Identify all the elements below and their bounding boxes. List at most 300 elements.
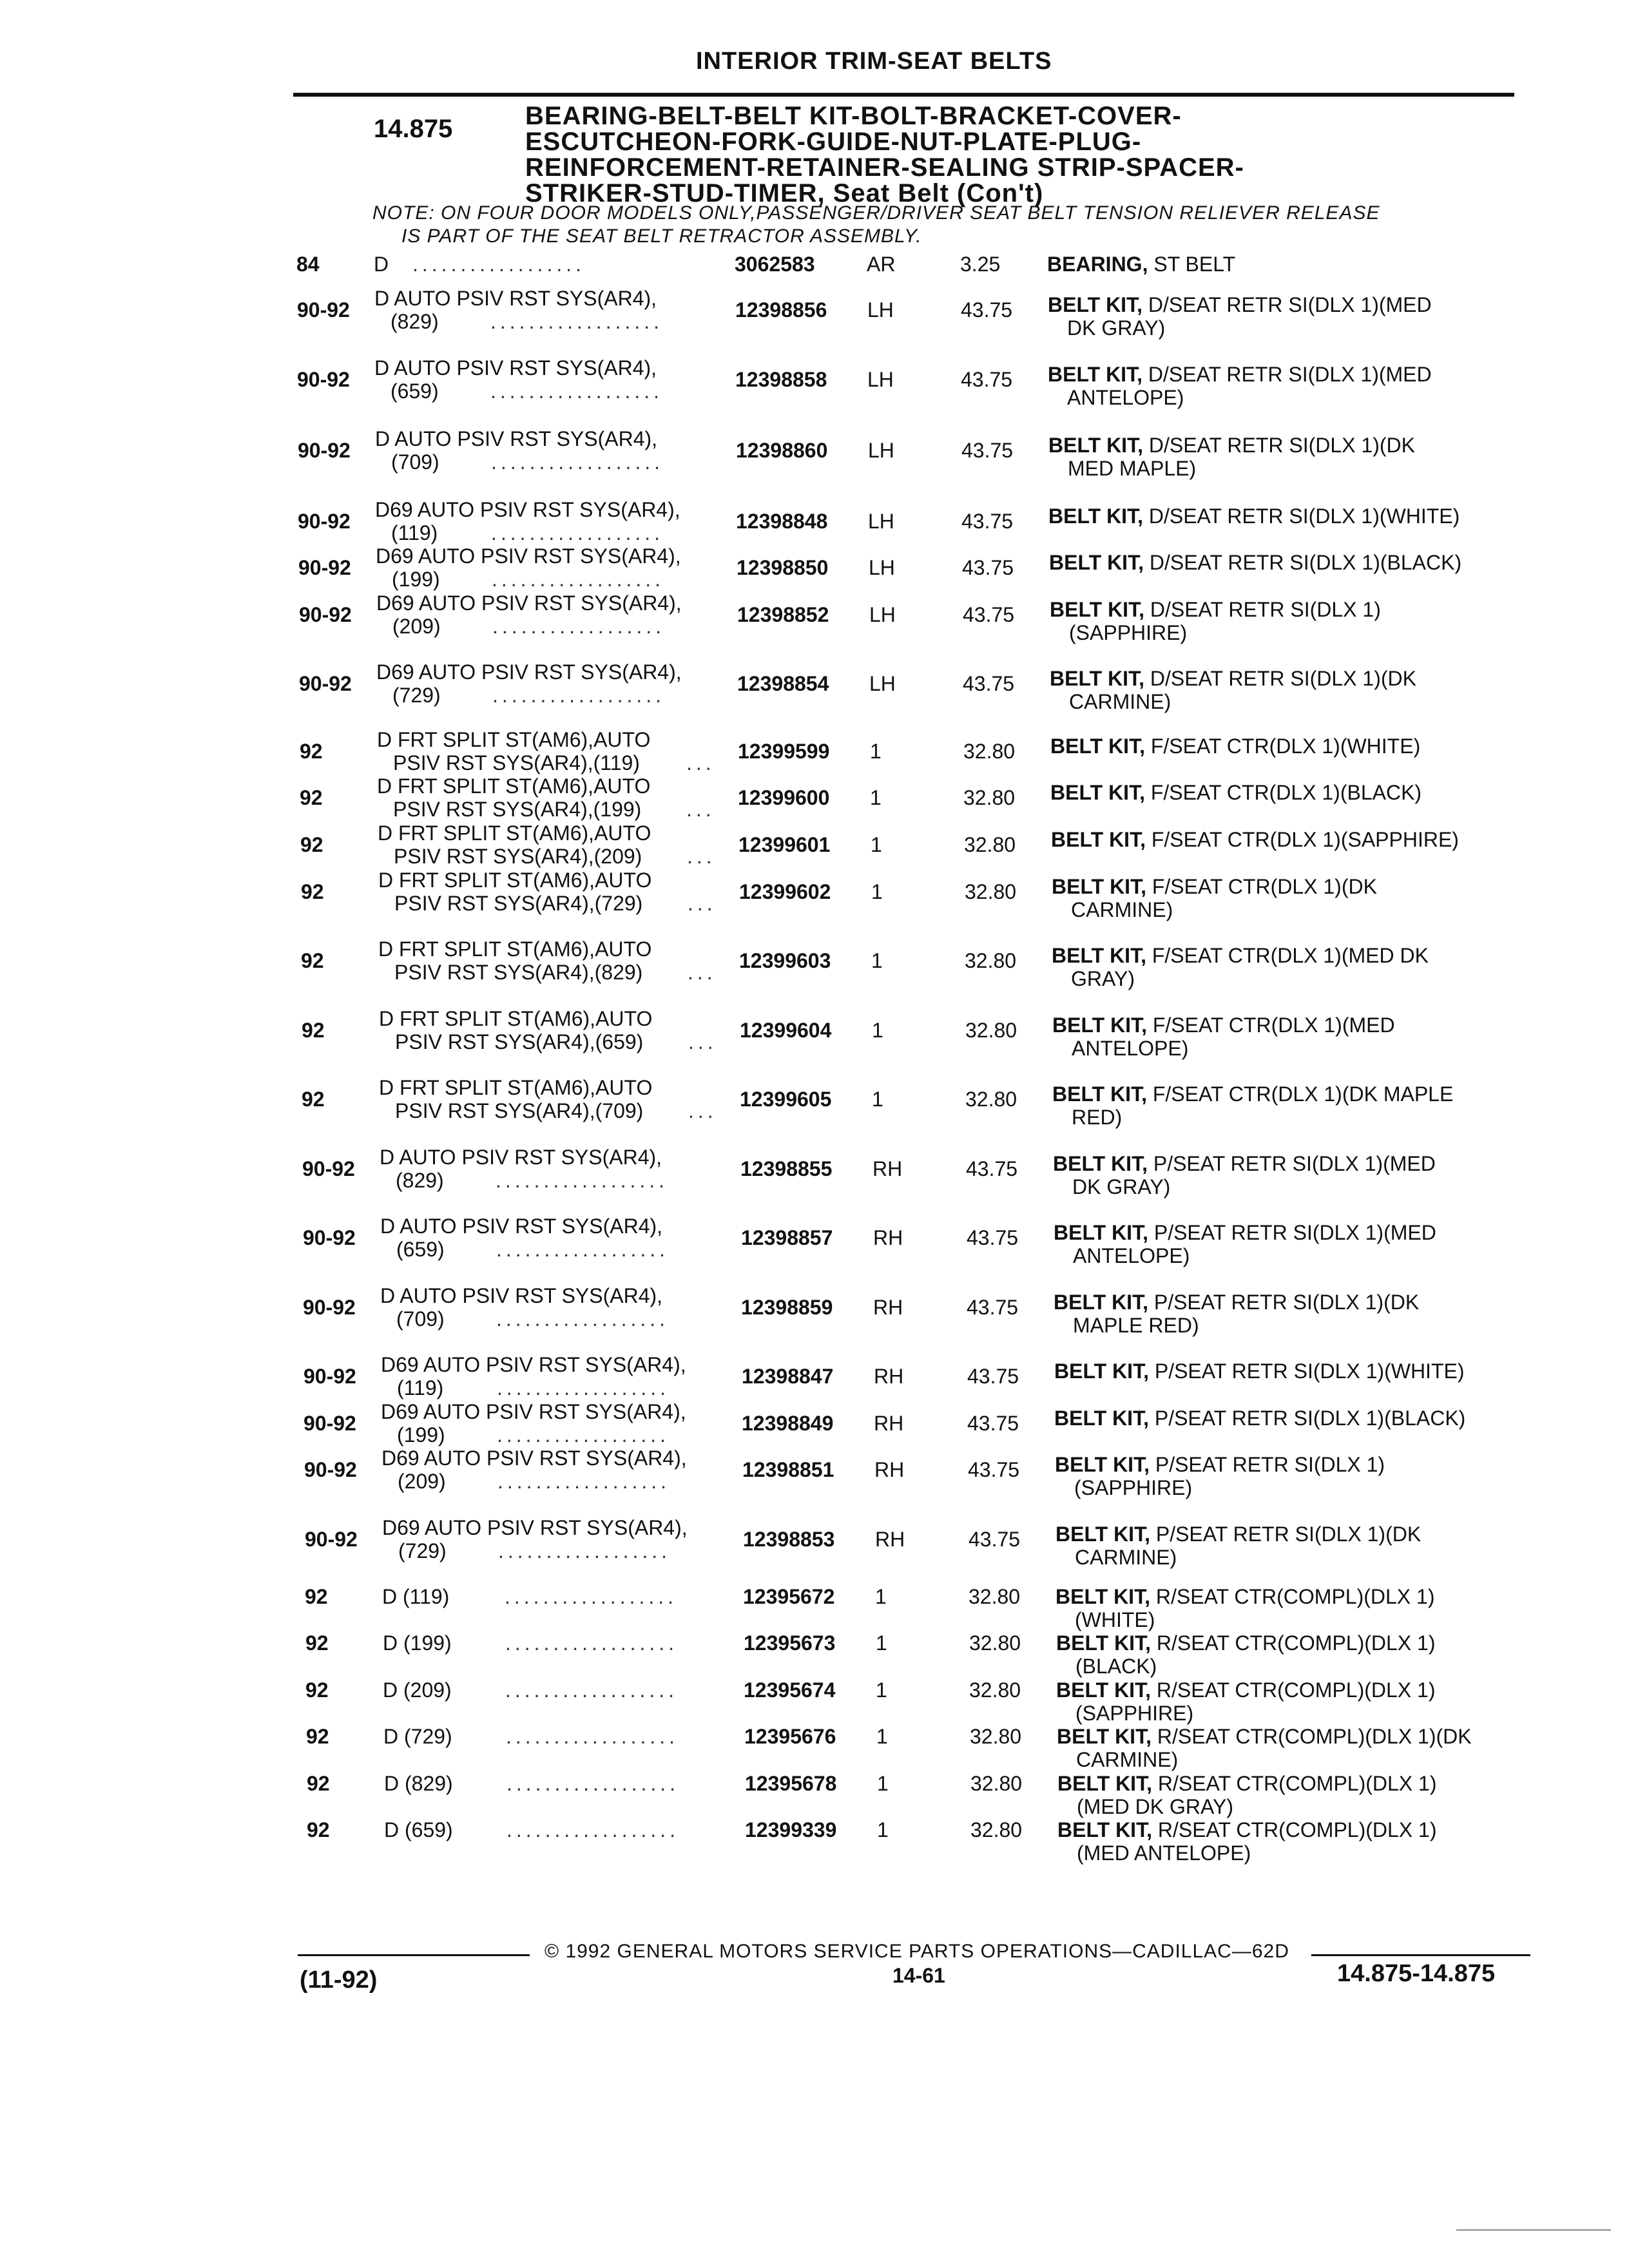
part-title-line2: CARMINE) bbox=[1076, 1748, 1179, 1771]
quantity: LH bbox=[869, 672, 896, 695]
part-title-rest: D/SEAT RETR SI(DLX 1)(MED bbox=[1148, 363, 1432, 386]
quantity: 1 bbox=[871, 949, 883, 972]
price: 32.80 bbox=[965, 880, 1017, 903]
leader-dots: ... bbox=[686, 798, 715, 821]
scan-mark bbox=[1456, 2229, 1611, 2231]
description-line1: D AUTO PSIV RST SYS(AR4), bbox=[380, 1146, 662, 1169]
description-line1: D69 AUTO PSIV RST SYS(AR4), bbox=[381, 1446, 687, 1470]
part-title-line2: ANTELOPE) bbox=[1073, 1244, 1190, 1267]
part-title-bold: BELT KIT, bbox=[1048, 434, 1143, 457]
part-title-bold: BELT KIT, bbox=[1055, 1453, 1150, 1476]
leader-dots: ... bbox=[688, 1030, 717, 1053]
description-line2: (659) bbox=[390, 380, 439, 403]
model-year: 92 bbox=[300, 833, 323, 856]
parts-row bbox=[1, 287, 1629, 358]
part-number: 12398850 bbox=[737, 556, 829, 579]
model-year: 90-92 bbox=[297, 368, 350, 391]
part-title bbox=[1048, 505, 1460, 528]
part-number: 12398852 bbox=[737, 603, 829, 626]
quantity: RH bbox=[874, 1365, 904, 1388]
part-title-rest: F/SEAT CTR(DLX 1)(MED bbox=[1152, 1014, 1395, 1037]
quantity: 1 bbox=[877, 1818, 889, 1841]
part-title-line2: (MED DK GRAY) bbox=[1077, 1795, 1233, 1818]
part-title-bold: BELT KIT, bbox=[1057, 1725, 1152, 1748]
model-year: 90-92 bbox=[304, 1365, 356, 1388]
part-title-bold: BELT KIT, bbox=[1052, 1082, 1147, 1106]
description-line2: (709) bbox=[396, 1307, 445, 1331]
part-title bbox=[1057, 1725, 1472, 1749]
part-title-rest: F/SEAT CTR(DLX 1)(DK MAPLE bbox=[1152, 1082, 1454, 1106]
quantity: 1 bbox=[870, 786, 882, 809]
footer-copyright: © 1992 GENERAL MOTORS SERVICE PARTS OPERATIONS—CADILLAC—62D bbox=[545, 1941, 1289, 1962]
quantity: 1 bbox=[875, 1585, 887, 1608]
part-title-rest: P/SEAT RETR SI(DLX 1)(BLACK) bbox=[1154, 1407, 1466, 1430]
price: 43.75 bbox=[961, 439, 1014, 462]
part-number: 12398855 bbox=[740, 1157, 833, 1180]
part-title-line2: DK GRAY) bbox=[1072, 1175, 1171, 1198]
part-title-bold: BELT KIT, bbox=[1052, 875, 1146, 898]
note-line: IS PART OF THE SEAT BELT RETRACTOR ASSEMBLY. bbox=[401, 226, 922, 247]
section-title-line: STRIKER-STUD-TIMER, Seat Belt (Con't) bbox=[525, 179, 1044, 207]
note-line: NOTE: ON FOUR DOOR MODELS ONLY,PASSENGER/DRIVER SEAT BELT TENSION RELIEVER RELEASE bbox=[372, 202, 1380, 224]
description-line1: D69 AUTO PSIV RST SYS(AR4), bbox=[381, 1400, 686, 1423]
section-title-line: ESCUTCHEON-FORK-GUIDE-NUT-PLATE-PLUG- bbox=[525, 128, 1142, 156]
quantity: 1 bbox=[871, 880, 883, 903]
part-title-rest: F/SEAT CTR(DLX 1)(BLACK) bbox=[1150, 781, 1422, 804]
section-title-line: BEARING-BELT-BELT KIT-BOLT-BRACKET-COVER- bbox=[525, 102, 1182, 130]
leader-dots: .................. bbox=[505, 1631, 679, 1655]
description-line2: PSIV RST SYS(AR4),(659) bbox=[395, 1030, 644, 1053]
price: 32.80 bbox=[970, 1772, 1023, 1795]
parts-row bbox=[6, 1284, 1629, 1355]
quantity: RH bbox=[874, 1412, 904, 1435]
part-number: 12398849 bbox=[742, 1412, 834, 1435]
description-line1: D bbox=[374, 253, 389, 276]
part-title-line2: ANTELOPE) bbox=[1072, 1037, 1189, 1060]
model-year: 92 bbox=[300, 740, 323, 763]
model-year: 90-92 bbox=[299, 603, 352, 626]
description-line1: D (119) bbox=[382, 1585, 450, 1608]
description-line2: (829) bbox=[396, 1169, 444, 1192]
part-number: 12398859 bbox=[741, 1296, 833, 1319]
parts-row bbox=[8, 1446, 1629, 1517]
part-title-line2: CARMINE) bbox=[1071, 898, 1173, 921]
part-title-rest: P/SEAT RETR SI(DLX 1)(WHITE) bbox=[1154, 1360, 1465, 1383]
part-title bbox=[1052, 944, 1429, 968]
part-title-bold: BELT KIT, bbox=[1050, 735, 1145, 758]
description-line2: (119) bbox=[391, 521, 438, 544]
part-title bbox=[1053, 1152, 1436, 1176]
footer-section-range: 14.875-14.875 bbox=[1337, 1960, 1496, 1987]
footer-page-number: 14-61 bbox=[892, 1964, 945, 1987]
part-number: 12398853 bbox=[743, 1528, 835, 1551]
part-title-bold: BELT KIT, bbox=[1050, 667, 1144, 690]
price: 32.80 bbox=[965, 1088, 1017, 1111]
quantity: RH bbox=[873, 1296, 903, 1319]
description-line1: D AUTO PSIV RST SYS(AR4), bbox=[374, 287, 657, 310]
page-header-title: INTERIOR TRIM-SEAT BELTS bbox=[696, 48, 1052, 75]
description-line1: D AUTO PSIV RST SYS(AR4), bbox=[375, 427, 658, 450]
part-title-rest: D/SEAT RETR SI(DLX 1)(DK bbox=[1148, 434, 1415, 457]
part-title-line2: ANTELOPE) bbox=[1067, 386, 1184, 409]
description-line1: D69 AUTO PSIV RST SYS(AR4), bbox=[376, 591, 682, 615]
footer-rule-right bbox=[1311, 1954, 1530, 1956]
part-number: 12398857 bbox=[741, 1226, 833, 1249]
model-year: 92 bbox=[300, 786, 323, 809]
model-year: 90-92 bbox=[298, 439, 351, 462]
description-line1: D FRT SPLIT ST(AM6),AUTO bbox=[379, 1007, 653, 1030]
price: 43.75 bbox=[961, 298, 1013, 322]
price: 43.75 bbox=[961, 510, 1014, 533]
description-line1: D (209) bbox=[383, 1678, 452, 1702]
description-line2: PSIV RST SYS(AR4),(119) bbox=[393, 751, 640, 774]
leader-dots: .................. bbox=[492, 615, 666, 638]
model-year: 92 bbox=[307, 1818, 330, 1841]
leader-dots: .................. bbox=[506, 1725, 679, 1748]
price: 32.80 bbox=[964, 833, 1016, 856]
part-number: 12398847 bbox=[742, 1365, 834, 1388]
part-title-rest: P/SEAT RETR SI(DLX 1)(DK bbox=[1155, 1523, 1422, 1546]
part-title-bold: BELT KIT, bbox=[1049, 551, 1144, 574]
quantity: 1 bbox=[870, 740, 882, 763]
part-title-bold: BELT KIT, bbox=[1048, 505, 1143, 528]
quantity: 1 bbox=[876, 1678, 887, 1702]
quantity: AR bbox=[867, 253, 896, 276]
part-title-line2: GRAY) bbox=[1071, 967, 1135, 990]
part-title-rest: P/SEAT RETR SI(DLX 1)(MED bbox=[1153, 1152, 1436, 1175]
description-line1: D FRT SPLIT ST(AM6),AUTO bbox=[377, 774, 651, 798]
description-line2: (729) bbox=[392, 684, 441, 707]
description-line1: D (199) bbox=[383, 1631, 452, 1655]
description-line1: D FRT SPLIT ST(AM6),AUTO bbox=[378, 869, 652, 892]
description-line2: PSIV RST SYS(AR4),(709) bbox=[395, 1099, 644, 1122]
part-number: 12398858 bbox=[735, 368, 827, 391]
part-title bbox=[1048, 293, 1432, 317]
part-number: 12399605 bbox=[740, 1088, 832, 1111]
part-title-line2: (SAPPHIRE) bbox=[1074, 1476, 1193, 1499]
quantity: LH bbox=[867, 298, 894, 322]
part-title bbox=[1052, 875, 1377, 899]
part-title-rest: ST BELT bbox=[1153, 253, 1236, 276]
part-title-bold: BELT KIT, bbox=[1053, 1152, 1148, 1175]
part-title-rest: R/SEAT CTR(COMPL)(DLX 1) bbox=[1156, 1678, 1436, 1702]
quantity: 1 bbox=[872, 1088, 883, 1111]
description-line1: D (659) bbox=[384, 1818, 453, 1841]
model-year: 90-92 bbox=[304, 1412, 356, 1435]
model-year: 90-92 bbox=[303, 1296, 356, 1319]
price: 32.80 bbox=[965, 949, 1017, 972]
part-title bbox=[1050, 781, 1422, 805]
part-title-rest: R/SEAT CTR(COMPL)(DLX 1) bbox=[1156, 1631, 1436, 1655]
description-line2: (209) bbox=[392, 615, 441, 638]
price: 32.80 bbox=[970, 1725, 1022, 1748]
quantity: RH bbox=[875, 1528, 905, 1551]
quantity: LH bbox=[868, 439, 894, 462]
part-title bbox=[1056, 1631, 1435, 1655]
parts-row bbox=[3, 591, 1629, 662]
parts-row bbox=[5, 869, 1629, 939]
section-number: 14.875 bbox=[374, 115, 453, 143]
model-year: 92 bbox=[305, 1585, 328, 1608]
description-line1: D FRT SPLIT ST(AM6),AUTO bbox=[378, 937, 652, 961]
model-year: 90-92 bbox=[302, 1157, 355, 1180]
leader-dots: ... bbox=[686, 751, 715, 774]
part-title bbox=[1051, 828, 1459, 852]
part-number: 3062583 bbox=[735, 253, 815, 276]
part-title-bold: BELT KIT, bbox=[1048, 363, 1142, 386]
part-title bbox=[1049, 551, 1461, 575]
quantity: 1 bbox=[872, 1019, 883, 1042]
part-title bbox=[1055, 1453, 1385, 1477]
parts-row bbox=[8, 1516, 1629, 1587]
part-number: 12399601 bbox=[738, 833, 831, 856]
part-title bbox=[1055, 1523, 1421, 1546]
price: 43.75 bbox=[967, 1365, 1019, 1388]
part-number: 12398854 bbox=[737, 672, 829, 695]
description-line1: D FRT SPLIT ST(AM6),AUTO bbox=[377, 728, 651, 751]
part-title-line2: (BLACK) bbox=[1075, 1655, 1157, 1678]
description-line2: (659) bbox=[396, 1238, 445, 1261]
description-line1: D69 AUTO PSIV RST SYS(AR4), bbox=[375, 498, 680, 521]
part-title-bold: BELT KIT, bbox=[1054, 1360, 1149, 1383]
description-line1: D AUTO PSIV RST SYS(AR4), bbox=[380, 1215, 663, 1238]
part-title-rest: R/SEAT CTR(COMPL)(DLX 1)(DK bbox=[1157, 1725, 1472, 1748]
part-title-rest: D/SEAT RETR SI(DLX 1)(DK bbox=[1150, 667, 1416, 690]
model-year: 90-92 bbox=[297, 298, 350, 322]
leader-dots: .................. bbox=[505, 1678, 679, 1702]
model-year: 92 bbox=[307, 1772, 330, 1795]
part-number: 12395678 bbox=[745, 1772, 837, 1795]
description-line2: (209) bbox=[398, 1470, 446, 1493]
part-title bbox=[1055, 1585, 1434, 1609]
quantity: LH bbox=[867, 368, 894, 391]
quantity: LH bbox=[869, 603, 896, 626]
part-number: 12399339 bbox=[745, 1818, 837, 1841]
part-title bbox=[1054, 1407, 1465, 1430]
part-title bbox=[1057, 1818, 1436, 1842]
part-number: 12395672 bbox=[743, 1585, 835, 1608]
leader-dots: .................. bbox=[412, 253, 586, 276]
price: 32.80 bbox=[963, 740, 1016, 763]
part-title-rest: D/SEAT RETR SI(DLX 1)(WHITE) bbox=[1148, 505, 1460, 528]
part-title-line2: DK GRAY) bbox=[1067, 316, 1166, 340]
leader-dots: .................. bbox=[496, 1169, 669, 1192]
model-year: 92 bbox=[301, 880, 324, 903]
leader-dots: ... bbox=[688, 892, 717, 915]
price: 43.75 bbox=[961, 368, 1013, 391]
leader-dots: ... bbox=[688, 1099, 717, 1122]
description-line2: (199) bbox=[392, 568, 440, 591]
part-title bbox=[1050, 598, 1381, 622]
model-year: 92 bbox=[305, 1631, 329, 1655]
part-title-bold: BELT KIT, bbox=[1050, 598, 1144, 621]
part-title-rest: F/SEAT CTR(DLX 1)(MED DK bbox=[1152, 944, 1429, 967]
part-title-bold: BEARING, bbox=[1047, 253, 1148, 276]
price: 32.80 bbox=[969, 1678, 1021, 1702]
part-title-bold: BELT KIT, bbox=[1056, 1631, 1151, 1655]
description-line2: PSIV RST SYS(AR4),(729) bbox=[394, 892, 643, 915]
part-title bbox=[1056, 1678, 1435, 1702]
part-title-rest: R/SEAT CTR(COMPL)(DLX 1) bbox=[1157, 1818, 1437, 1841]
leader-dots: .................. bbox=[492, 568, 665, 591]
part-number: 12395674 bbox=[744, 1678, 836, 1702]
part-title-line2: MED MAPLE) bbox=[1068, 457, 1197, 480]
leader-dots: .................. bbox=[498, 1539, 671, 1562]
parts-row bbox=[1, 427, 1629, 498]
model-year: 92 bbox=[302, 1019, 325, 1042]
leader-dots: .................. bbox=[490, 310, 664, 333]
price: 32.80 bbox=[965, 1019, 1017, 1042]
part-title-rest: P/SEAT RETR SI(DLX 1)(MED bbox=[1153, 1221, 1436, 1244]
description-line2: (729) bbox=[398, 1539, 447, 1562]
footer-date: (11-92) bbox=[300, 1966, 378, 1994]
price: 43.75 bbox=[967, 1296, 1019, 1319]
section-title-line: REINFORCEMENT-RETAINER-SEALING STRIP-SPACER- bbox=[525, 153, 1244, 182]
part-title-rest: D/SEAT RETR SI(DLX 1)(MED bbox=[1148, 293, 1432, 316]
part-title bbox=[1054, 1221, 1436, 1245]
description-line1: D FRT SPLIT ST(AM6),AUTO bbox=[379, 1076, 653, 1099]
model-year: 90-92 bbox=[304, 1458, 357, 1481]
description-line2: PSIV RST SYS(AR4),(209) bbox=[394, 845, 642, 868]
part-title-bold: BELT KIT, bbox=[1051, 828, 1146, 851]
part-title-bold: BELT KIT, bbox=[1057, 1772, 1152, 1795]
model-year: 90-92 bbox=[305, 1528, 358, 1551]
price: 32.80 bbox=[963, 786, 1016, 809]
price: 43.75 bbox=[963, 603, 1015, 626]
description-line2: (199) bbox=[397, 1423, 445, 1446]
part-number: 12399599 bbox=[738, 740, 830, 763]
part-title-line2: (WHITE) bbox=[1075, 1608, 1155, 1631]
part-title-bold: BELT KIT, bbox=[1056, 1678, 1151, 1702]
leader-dots: .................. bbox=[506, 1772, 680, 1795]
price: 32.80 bbox=[969, 1585, 1021, 1608]
quantity: RH bbox=[874, 1458, 905, 1481]
leader-dots: .................. bbox=[491, 521, 664, 544]
quantity: RH bbox=[873, 1226, 903, 1249]
part-title bbox=[1052, 1082, 1453, 1106]
leader-dots: ... bbox=[688, 961, 717, 984]
part-title bbox=[1050, 667, 1416, 691]
description-line1: D69 AUTO PSIV RST SYS(AR4), bbox=[376, 544, 681, 568]
part-number: 12399602 bbox=[739, 880, 831, 903]
part-title bbox=[1054, 1360, 1464, 1383]
parts-row bbox=[1, 356, 1629, 427]
description-line1: D FRT SPLIT ST(AM6),AUTO bbox=[378, 822, 651, 845]
parts-row bbox=[3, 660, 1629, 731]
part-title-bold: BELT KIT, bbox=[1055, 1585, 1150, 1608]
model-year: 92 bbox=[306, 1725, 329, 1748]
part-title-bold: BELT KIT, bbox=[1054, 1407, 1149, 1430]
part-number: 12398848 bbox=[736, 510, 828, 533]
part-title-line2: CARMINE) bbox=[1069, 690, 1171, 713]
description-line2: (829) bbox=[390, 310, 439, 333]
part-title-bold: BELT KIT, bbox=[1054, 1291, 1148, 1314]
model-year: 92 bbox=[302, 1088, 325, 1111]
part-title-line2: RED) bbox=[1072, 1106, 1123, 1129]
leader-dots: .................. bbox=[496, 1307, 670, 1331]
leader-dots: .................. bbox=[492, 684, 666, 707]
part-title-rest: D/SEAT RETR SI(DLX 1) bbox=[1150, 598, 1381, 621]
parts-row bbox=[10, 1818, 1629, 1889]
part-number: 12399600 bbox=[738, 786, 830, 809]
model-year: 90-92 bbox=[299, 672, 352, 695]
leader-dots: .................. bbox=[497, 1470, 671, 1493]
parts-row bbox=[5, 1007, 1629, 1078]
part-title-rest: F/SEAT CTR(DLX 1)(SAPPHIRE) bbox=[1151, 828, 1459, 851]
part-number: 12398856 bbox=[735, 298, 827, 322]
part-title-bold: BELT KIT, bbox=[1057, 1818, 1152, 1841]
part-title-rest: F/SEAT CTR(DLX 1)(DK bbox=[1152, 875, 1377, 898]
description-line2: PSIV RST SYS(AR4),(199) bbox=[393, 798, 642, 821]
part-title-line2: CARMINE) bbox=[1075, 1546, 1177, 1569]
quantity: 1 bbox=[871, 833, 882, 856]
price: 43.75 bbox=[962, 556, 1014, 579]
description-line1: D69 AUTO PSIV RST SYS(AR4), bbox=[381, 1353, 686, 1376]
part-title-rest: R/SEAT CTR(COMPL)(DLX 1) bbox=[1155, 1585, 1435, 1608]
price: 32.80 bbox=[969, 1631, 1021, 1655]
description-line1: D69 AUTO PSIV RST SYS(AR4), bbox=[376, 660, 682, 684]
part-title-bold: BELT KIT, bbox=[1054, 1221, 1148, 1244]
part-title-bold: BELT KIT, bbox=[1050, 781, 1145, 804]
price: 32.80 bbox=[970, 1818, 1023, 1841]
part-number: 12399604 bbox=[740, 1019, 832, 1042]
leader-dots: ... bbox=[687, 845, 716, 868]
description-line1: D AUTO PSIV RST SYS(AR4), bbox=[374, 356, 657, 380]
price: 43.75 bbox=[967, 1412, 1019, 1435]
part-number: 12395673 bbox=[744, 1631, 836, 1655]
leader-dots: .................. bbox=[490, 380, 664, 403]
part-title-rest: D/SEAT RETR SI(DLX 1)(BLACK) bbox=[1149, 551, 1462, 574]
part-title-rest: P/SEAT RETR SI(DLX 1) bbox=[1155, 1453, 1385, 1476]
model-year: 84 bbox=[296, 253, 320, 276]
model-year: 90-92 bbox=[298, 510, 351, 533]
leader-dots: .................. bbox=[496, 1238, 670, 1261]
model-year: 90-92 bbox=[298, 556, 351, 579]
part-title bbox=[1047, 253, 1235, 276]
description-line2: (119) bbox=[397, 1376, 444, 1399]
part-title-bold: BELT KIT, bbox=[1055, 1523, 1150, 1546]
parts-row bbox=[6, 1146, 1629, 1216]
description-line1: D (829) bbox=[384, 1772, 453, 1795]
part-number: 12395676 bbox=[744, 1725, 836, 1748]
quantity: 1 bbox=[877, 1772, 889, 1795]
part-title bbox=[1048, 363, 1432, 387]
part-title-bold: BELT KIT, bbox=[1048, 293, 1142, 316]
part-title-bold: BELT KIT, bbox=[1052, 1014, 1147, 1037]
description-line1: D (729) bbox=[383, 1725, 452, 1748]
price: 3.25 bbox=[960, 253, 1001, 276]
model-year: 92 bbox=[301, 949, 324, 972]
description-line2: (709) bbox=[391, 450, 439, 474]
quantity: LH bbox=[869, 556, 895, 579]
part-title-rest: R/SEAT CTR(COMPL)(DLX 1) bbox=[1157, 1772, 1437, 1795]
part-title bbox=[1050, 735, 1420, 758]
price: 43.75 bbox=[967, 1226, 1019, 1249]
quantity: 1 bbox=[876, 1725, 888, 1748]
leader-dots: .................. bbox=[506, 1818, 680, 1841]
parts-row bbox=[6, 1215, 1629, 1285]
part-number: 12399603 bbox=[739, 949, 831, 972]
leader-dots: .................. bbox=[497, 1376, 670, 1399]
description-line1: D69 AUTO PSIV RST SYS(AR4), bbox=[382, 1516, 688, 1539]
part-title bbox=[1054, 1291, 1419, 1314]
footer-rule-left bbox=[298, 1954, 530, 1956]
leader-dots: .................. bbox=[497, 1423, 670, 1446]
parts-row bbox=[5, 937, 1629, 1008]
price: 43.75 bbox=[968, 1458, 1020, 1481]
price: 43.75 bbox=[969, 1528, 1021, 1551]
leader-dots: .................. bbox=[505, 1585, 678, 1608]
